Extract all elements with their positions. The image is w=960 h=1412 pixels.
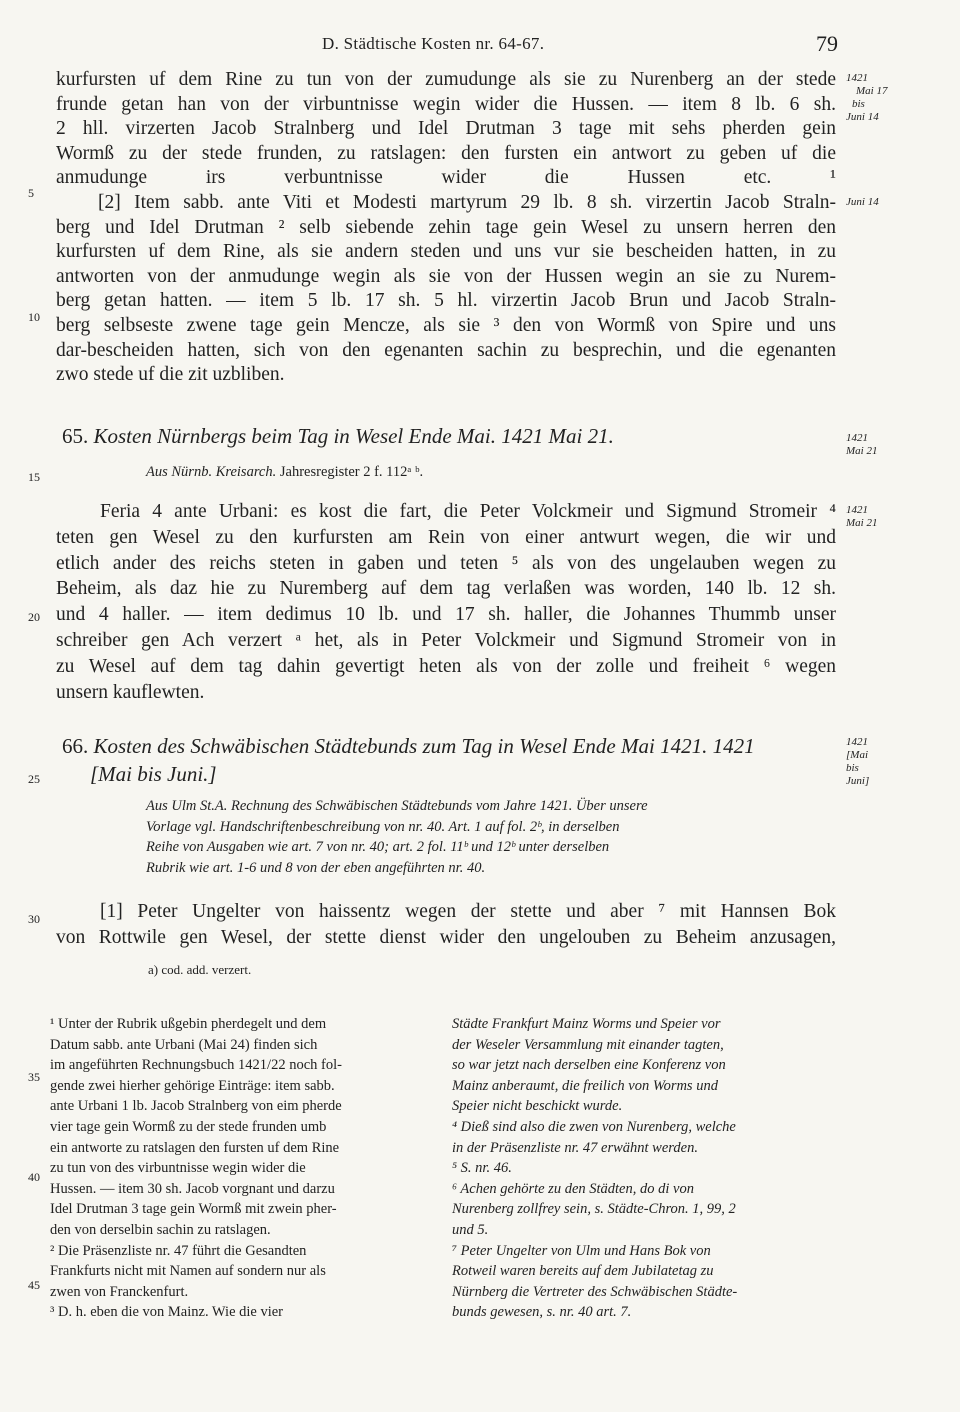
footnote-line: der Weseler Versammlung mit einander tagten,	[452, 1036, 724, 1053]
footnote-line: ² Die Präsenzliste nr. 47 führt die Gesandten	[50, 1242, 307, 1259]
source-line: Aus Ulm St.A. Rechnung des Schwäbischen Städtebunds vom Jahre 1421. Über unsere	[146, 798, 648, 814]
footnote-line: zwen von Franckenfurt.	[50, 1283, 189, 1300]
footnote-line: ¹ Unter der Rubrik ußgebin pherdegelt und dem	[50, 1016, 327, 1032]
footnote-line: und 5.	[452, 1222, 489, 1238]
text-line: von Rottwile gen Wesel, der stette dienst wider den ungelouben zu Beheim anzusagen,	[56, 926, 836, 948]
line-number: 40	[28, 1170, 40, 1184]
footnote-line: ³ D. h. eben die von Mainz. Wie die vier	[50, 1304, 284, 1321]
footnote-line: Idel Drutman 3 tage gein Wormß mit zwein pher-	[50, 1201, 337, 1218]
text-line: Beheim, als daz hie zu Nuremberg auf dem tag verlaßen was worden, 140 lb. 12 sh.	[56, 578, 836, 600]
section-66-heading	[62, 734, 755, 759]
footnote-line: gende zwei hierher gehörige Einträge: item sabb.	[50, 1077, 335, 1094]
source-line: Vorlage vgl. Handschriftenbeschreibung von nr. 40. Art. 1 auf fol. 2ᵇ, in derselben	[146, 818, 620, 835]
line-number: 20	[28, 610, 40, 624]
footnote-line: ein antworte zu ratslagen den fursten uf dem Rine	[50, 1139, 340, 1156]
footnote-line: bunds gewesen, s. nr. 40 art. 7.	[452, 1304, 632, 1321]
line-number: 5	[28, 186, 34, 200]
line-number: 25	[28, 772, 40, 786]
margin-date-64a: 1421 Mai 17 bis Juni 14	[846, 72, 888, 123]
section-66-title-line2: [Mai bis Juni.]	[90, 762, 217, 786]
footnote-line: ⁷ Peter Ungelter von Ulm und Hans Bok von	[452, 1242, 711, 1259]
footnote-line: Mainz anberaumt, die freilich von Worms und	[452, 1077, 718, 1094]
footnote-line: Rotweil waren bereits auf dem Jubilatetag zu	[452, 1263, 714, 1280]
text-line: und 4 haller. — item dedimus 10 lb. und 17 sh. haller, die Johannes Thummb unser	[56, 604, 836, 626]
source-line: Rubrik wie art. 1-6 und 8 von der eben angeführten nr. 40.	[146, 859, 486, 876]
footnote-line: Speier nicht beschickt wurde.	[452, 1098, 623, 1115]
footnote-line: Frankfurts nicht mit Namen auf sondern nur als	[50, 1263, 326, 1280]
text-line: berg getan hatten. — item 5 lb. 17 sh. 5 hl. virzertin Jacob Brun und Jacob Straln-	[56, 290, 836, 312]
running-header: D. Städtische Kosten nr. 64-67.	[322, 34, 545, 53]
section-65-number: 65.	[62, 424, 89, 448]
footnote-line: Hussen. — item 30 sh. Jacob vorgnant und darzu	[50, 1180, 335, 1197]
source-line: Reihe von Ausgaben wie art. 7 von nr. 40; art. 2 fol. 11ᵇ und 12ᵇ unter derselben	[146, 839, 610, 856]
margin-date-66: 1421 [Mai bis Juni]	[846, 736, 870, 787]
line-number: 30	[28, 912, 40, 926]
footnote-line: ⁶ Achen gehörte zu den Städten, do di von	[452, 1180, 694, 1197]
line-number: 35	[28, 1070, 40, 1084]
footnote-line: so war jetzt nach derselben eine Konferenz von	[452, 1057, 726, 1074]
text-line: zwo stede uf die zit uzbliben.	[56, 364, 285, 386]
text-line: dar-bescheiden hatten, sich von den egenanten sachin zu besprechin, und die egenanten	[56, 339, 836, 361]
text-line: Feria 4 ante Urbani: es kost die fart, die Peter Volckmeir und Sigmund Stromeir ⁴	[100, 501, 836, 522]
footnote-line: vier tage gein Wormß zu der stede frunden umb	[50, 1119, 327, 1135]
line-number: 15	[28, 470, 40, 484]
text-line: kurfursten uf dem Rine zu tun von der zumudunge als sie zu Nurenberg an der stede	[56, 69, 836, 90]
line-number: 45	[28, 1278, 40, 1292]
text-line: etlich ander des reichs steten in gaben und teten ⁵ als von des ungelauben wegen zu	[56, 552, 836, 574]
section-66-number: 66.	[62, 734, 89, 758]
text-line: anmudunge irs verbuntnisse wider die Hussen etc. ¹	[56, 167, 836, 189]
text-line: zu Wesel auf dem tag dahin gevertigt heten als von der zolle und freiheit ⁶ wegen	[56, 655, 836, 677]
text-line: [2] Item sabb. ante Viti et Modesti martyrum 29 lb. 8 sh. virzertin Jacob Straln-	[98, 192, 836, 213]
footnote-line: Städte Frankfurt Mainz Worms und Speier vor	[452, 1016, 721, 1032]
section-66-title-line1: Kosten des Schwäbischen Städtebunds zum Tag in Wesel Ende Mai 1421. 1421	[93, 734, 755, 758]
footnote-line: zu tun von des virbuntnisse wegin wider die	[50, 1160, 306, 1177]
footnote-line: ante Urbani 1 lb. Jacob Stralnberg von eim pherde	[50, 1098, 342, 1115]
footnote-line: den von derselbin sachin zu ratslagen.	[50, 1222, 271, 1238]
margin-date-65: 1421 Mai 21	[846, 432, 878, 457]
section-65-heading	[62, 424, 614, 449]
text-line: antworten von der anmudunge wegin als sie von der Hussen wegin an sie zu Nurem-	[56, 265, 836, 287]
line-number: 10	[28, 310, 40, 324]
text-line: teten gen Wesel zu den kurfursten am Rein von einer antwurt wegen, die wir und	[56, 526, 836, 548]
text-line: berg selbseste zwene tage gein Mencze, als sie ³ den von Wormß von Spire und uns	[56, 315, 836, 336]
text-line: [1] Peter Ungelter von haissentz wegen der stette und aber ⁷ mit Hannsen Bok	[100, 901, 836, 922]
page-number: 79	[816, 31, 838, 56]
section-65-title: Kosten Nürnbergs beim Tag in Wesel Ende Mai. 1421 Mai 21.	[93, 424, 614, 448]
footnote-line: ⁴ Dieß sind also die zwen von Nurenberg, welche	[452, 1119, 736, 1135]
text-line: kurfursten uf dem Rine, als sie andern steden und uns vur sie bescheiden hatten, in zu	[56, 241, 836, 263]
text-line: schreiber gen Ach verzert ᵃ het, als in Peter Volckmeir und Sigmund Stromeir von in	[56, 630, 836, 651]
critical-apparatus: a) cod. add. verzert.	[148, 962, 252, 977]
text-line: unsern kauflewten.	[56, 681, 205, 703]
footnote-line: Nürnberg die Vertreter des Schwäbischen Städte-	[452, 1283, 738, 1300]
text-line: berg und Idel Drutman ² selb siebende zehin tage gein Wesel zu unsern herren den	[56, 216, 836, 238]
footnote-line: Nurenberg zollfrey sein, s. Städte-Chron. 1, 99, 2	[452, 1201, 736, 1218]
footnote-line: in der Präsenzliste nr. 47 erwähnt werden.	[452, 1139, 698, 1156]
text-line: frunde getan han von der virbuntnisse wegin wider die Hussen. — item 8 lb. 6 sh.	[56, 93, 836, 115]
footnote-line: im angeführten Rechnungsbuch 1421/22 noch fol-	[50, 1057, 342, 1074]
text-line: Wormß zu der stede frunden, zu ratslagen: den fursten ein antwort zu geben uf die	[56, 142, 836, 164]
margin-date-65b: 1421 Mai 21	[846, 504, 878, 529]
section-65-source: Aus Nürnb. Kreisarch. Jahresregister 2 f. 112ᵃ ᵇ.	[146, 464, 424, 480]
footnote-line: Datum sabb. ante Urbani (Mai 24) finden sich	[50, 1036, 318, 1053]
margin-date-64b: Juni 14	[846, 196, 879, 208]
footnote-line: ⁵ S. nr. 46.	[452, 1160, 512, 1177]
text-line: 2 hll. virzerten Jacob Stralnberg und Idel Drutman 3 tage mit sehs pherden gein	[56, 118, 836, 140]
